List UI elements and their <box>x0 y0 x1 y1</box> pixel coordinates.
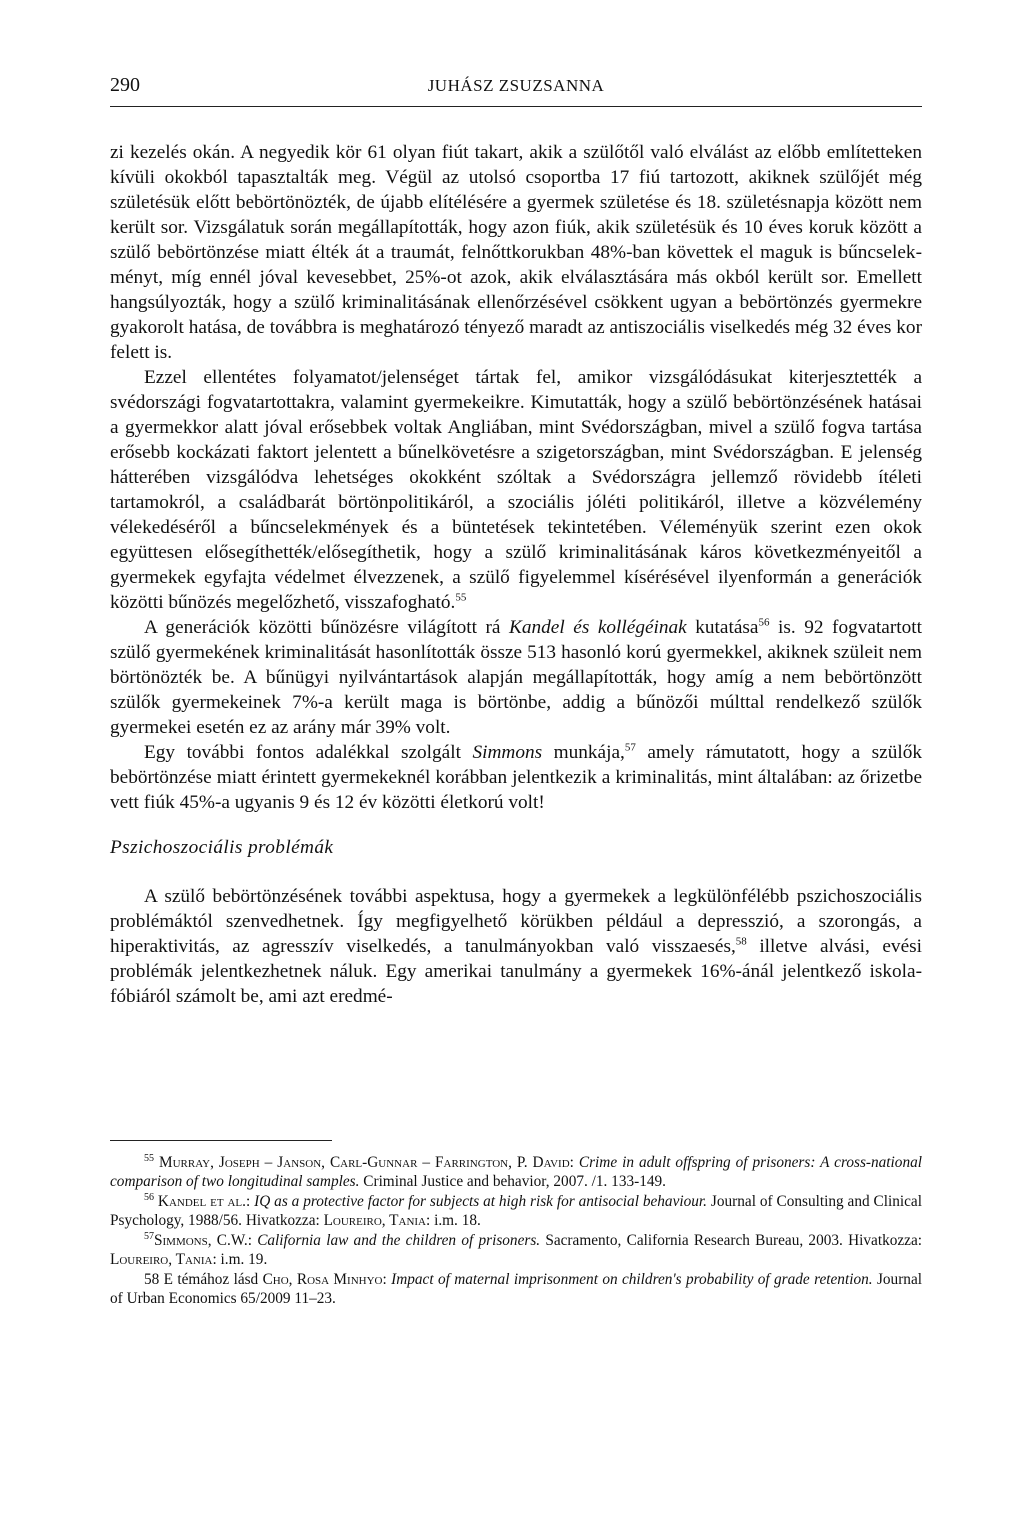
running-head: JUHÁSZ ZSUZSANNA <box>427 76 605 95</box>
footnote-ref-56[interactable]: 56 <box>758 616 770 629</box>
footnote-cited-author: Loureiro, Tania: <box>110 1251 217 1268</box>
paragraph-1 <box>110 140 922 365</box>
footnote-source: Journal of Urban Economics 65/2009 11–23. <box>110 1271 922 1307</box>
footnote-58 <box>110 1270 922 1308</box>
footnote-page-ref: i.m. 18. <box>430 1212 481 1229</box>
paragraph-4-text-b: munkája, <box>542 742 625 763</box>
paragraph-4 <box>110 740 922 815</box>
paragraph-4-text-a: Egy további fontos adalékkal szolgált <box>144 742 473 763</box>
footnote-ref-55[interactable]: 55 <box>455 591 467 604</box>
paragraph-3-text-c: is. 92 fogvatartott szülő gyermekének kriminalitását hasonlították össze 513 hasonló korú gyermekkel, akiknek szüleit nem börtönözték be. A bűnügyi nyilvántartások alapján megállapították, hogy amíg a nem bebörtönzött szülők gyermekeinek 7%-a került maga is börtönbe, addig a bűnözői múlttal rendelkező szülők gyermekei esetén ez az arány már 39% volt. <box>110 617 922 738</box>
paragraph-4-author: Simmons <box>472 742 543 763</box>
footnote-ref-57[interactable]: 57 <box>624 741 636 754</box>
footnote-56 <box>110 1192 922 1230</box>
footnote-title: California law and the children of prisoners. <box>257 1232 541 1249</box>
page-number: 290 <box>110 74 140 96</box>
footnote-number: 55 <box>144 1152 154 1164</box>
footnote-author: Murray, Joseph – Janson, Carl-Gunnar – Farrington, P. David: <box>158 1154 574 1171</box>
paragraph-2 <box>110 365 922 615</box>
page-header <box>110 74 922 107</box>
footnote-title: Crime in adult offspring of prisoners: A cross-national comparison of two longitudinal samples. <box>110 1154 922 1190</box>
footnote-cited-author: Loureiro, Tania: <box>323 1212 431 1229</box>
paragraph-3-text-b: kutatása <box>686 617 759 638</box>
footnote-number: 57 <box>144 1230 154 1242</box>
paragraph-3-text-a: A generációk közötti bűnözésre világított rá <box>144 617 510 638</box>
footnote-ref-58[interactable]: 58 <box>735 935 747 948</box>
footnote-source: Journal of Consulting and Clinical Psychology, 1988/56. Hivatkozza: <box>110 1193 922 1229</box>
paragraph-5-text-b: illetve alvási, evési problémák jelentkezhetnek náluk. Egy amerikai tanulmány a gyermekek 16%-ánál jelentkező iskola-fóbiáról számolt be, ami azt eredmé- <box>110 936 922 1007</box>
body-text <box>110 140 922 1009</box>
footnote-author: Simmons, C.W.: <box>154 1232 252 1249</box>
paragraph-3 <box>110 615 922 740</box>
footnotes <box>110 1153 922 1309</box>
footnote-source: Criminal Justice and behavior, 2007. /1. 133-149. <box>363 1173 666 1190</box>
paragraph-2-text: Ezzel ellentétes folyamatot/jelenséget tártak fel, amikor vizsgálódásukat kiterjesztették a svédországi fogvatartottakra, valamint gyermekeikre. Kimutatták, hogy a szülő bebörtönzésének hatásai a gyermekkor alatt jóval erősebbek voltak Angliában, mint Svédországban, mivel a szülő fogva tartása erősebb kockázati faktort jelentett a bűnelkövetésre a szigetországban, mint Svédországban. E jelenség hátterében vizsgálódva lehetséges okokként szóltak a Svédországra jellemző rövidebb ítéleti tartamokról, a családbarát börtönpolitikáról, a szociális jóléti politikáról, illetve a közvélemény vélekedéséről a bűncselekmények és a büntetések tekintetében. Véleményük szerint ezen okok együttesen elősegíthették/elősegíthetik, hogy a szülő kriminalitásának káros következményeitől a gyermekek egyfajta védelmet élvezzenek, a szülő figyelemmel kísérésével ilyenformán a generációk közötti bűnözés megelőzhető, visszafogható. <box>110 367 922 613</box>
paragraph-4-text-c: amely rámutatott, hogy a szülők bebörtönzése miatt érintett gyermekeknél korábban jelentkezik a kriminalitás, mint általában: az őrizetbe vett fiúk 45%-a ugyanis 9 és 12 év közötti életkorú volt! <box>110 742 922 813</box>
footnote-title: IQ as a protective factor for subjects at high risk for antisocial behaviour. <box>254 1193 708 1210</box>
footnote-55 <box>110 1153 922 1191</box>
footnote-57 <box>110 1231 922 1269</box>
footnote-lead: E témához lásd <box>163 1271 263 1288</box>
paragraph-1-text: zi kezelés okán. A negyedik kör 61 olyan fiút takart, akik a szülőtől való elválást az előbb említetteken kívüli okokból tapasztalták meg. Végül az utolsó csoportba 17 fiú tartozott, akiknek szülőjét még születésük előtt bebörtönözték, de újabb elítélésére a gyermek születése és 18. születésnapja között nem került sor. Vizsgálatuk során megállapították, hogy azon fiúk, akik születésük és 10 éves koruk között a szülő bebörtönzése miatt élték át a traumát, felnőttkorukban 48%-ban követtek el maguk is bűncselekményt, míg ennél jóval kevesebbet, 25%-ot azok, akik elválasztására más okból került sor. Emellett hangsúlyozták, hogy a szülő kriminalitásának ellenőrzésével csökkent ugyan a bebörtönzés gyermekre gyakorolt hatása, de továbbra is meghatározó tényező maradt az antiszociális viselkedés még 32 éves kor felett is. <box>110 142 922 363</box>
paragraph-5 <box>110 884 922 1009</box>
paragraph-3-author: Kandel és kollégéinak <box>509 617 687 638</box>
footnote-divider <box>110 1140 332 1141</box>
footnote-number: 56 <box>144 1191 154 1203</box>
paragraph-5-text-a: A szülő bebörtönzésének további aspektusa, hogy a gyermekek a legkülönfélébb pszichoszociális problémáktól szenvedhetnek. Így megfigyelhető körükben például a depresszió, a szorongás, a hiperaktivitás, az agresszív viselkedés, a tanulmányokban való visszaesés, <box>110 886 922 957</box>
footnote-title: Impact of maternal imprisonment on children's probability of grade retention. <box>391 1271 873 1288</box>
footnote-author: Cho, Rosa Minhyo: <box>262 1271 387 1288</box>
footnote-number: 58 <box>144 1271 160 1288</box>
section-heading: Pszichoszociális problémák <box>110 837 334 858</box>
footnote-source: Sacramento, California Research Bureau, 2003. Hivatkozza: <box>545 1232 922 1249</box>
footnote-author: Kandel et al.: <box>157 1193 251 1210</box>
footnote-page-ref: i.m. 19. <box>216 1251 268 1268</box>
